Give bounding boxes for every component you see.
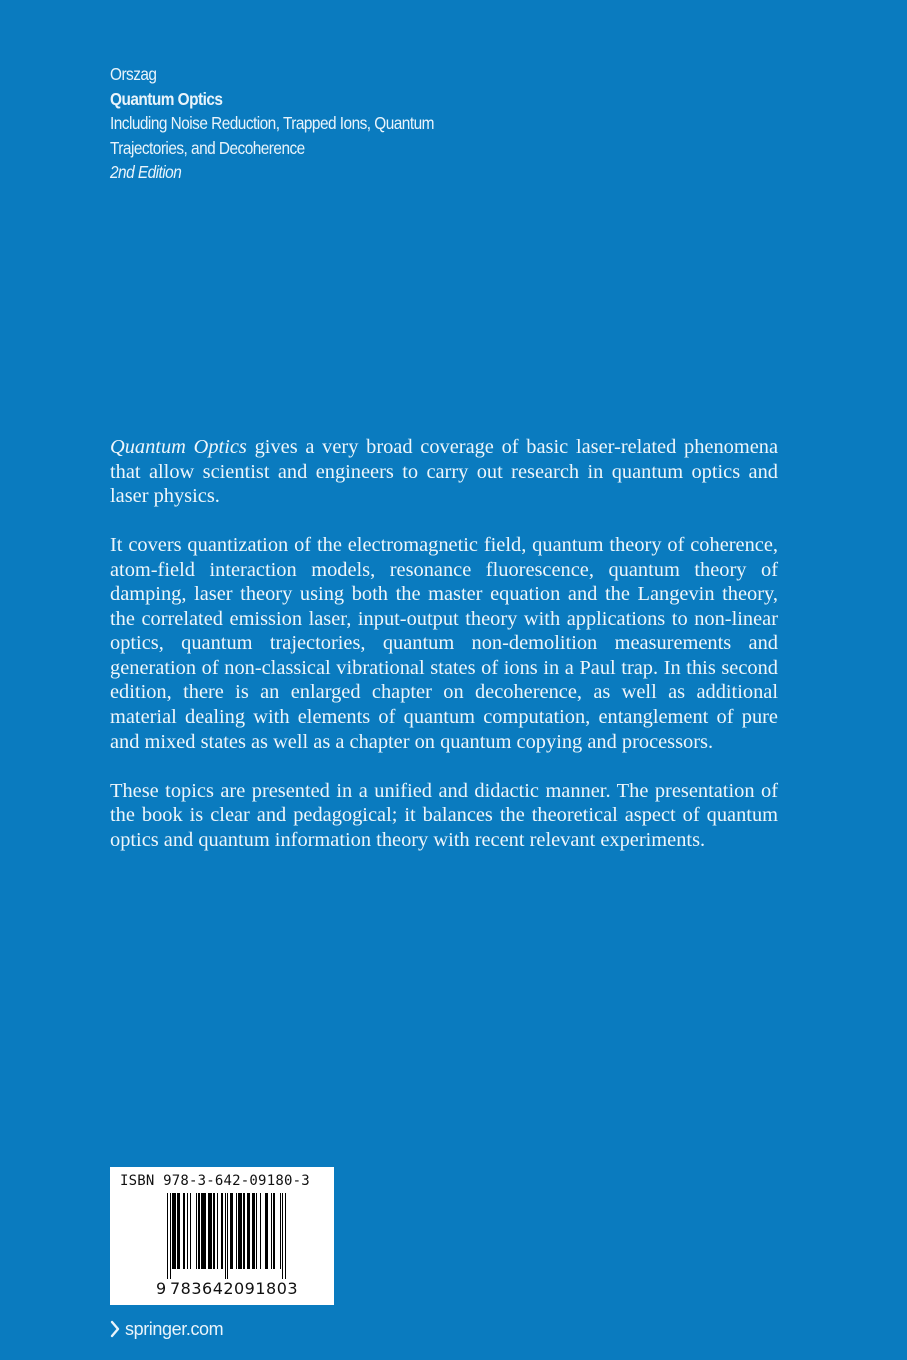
publisher-url: springer.com <box>125 1319 224 1339</box>
ean-first-digit: 9 <box>156 1279 167 1298</box>
chevron-right-icon <box>110 1320 120 1338</box>
isbn-label: ISBN 978-3-642-09180-3 <box>120 1173 310 1189</box>
book-subtitle-line-2: Trajectories, and Decoherence <box>110 137 305 158</box>
description-paragraph-3: These topics are presented in a unified and didactic manner. The presentation of the book is clear and pedagogical; it balances the theoretical aspect of quantum optics and quantum information theory with recent relevant experiments. <box>110 779 778 851</box>
book-title: Quantum Optics <box>110 88 223 109</box>
description-paragraph-2: It covers quantization of the electromagnetic field, quantum theory of coherence, atom-field interaction models, resonance fluorescence, quantum theory of damping, laser theory using both the master equation and the Langevin theory, the correlated emission laser, input-output theory with applications to non-linear optics, quantum trajectories, quantum non-demolition measurements and generation of non-classical vibrational states of ions in a Paul trap. In this second edition, there is an enlarged chapter on decoherence, as well as additional material dealing with elements of quantum computation, entanglement of pure and mixed states as well as a chapter on quantum copying and processors. <box>110 534 778 753</box>
isbn-barcode <box>110 1167 334 1305</box>
description-paragraph-1-text: gives a very broad coverage of basic laser-related phenomena that allow scientist and engineers to carry out research in quantum optics and laser physics. <box>110 436 779 508</box>
publisher-link[interactable] <box>110 1318 223 1340</box>
book-subtitle-line-1: Including Noise Reduction, Trapped Ions, Quantum <box>110 113 434 134</box>
description-paragraph-1 <box>110 435 778 509</box>
book-edition: 2nd Edition <box>110 162 182 183</box>
barcode-bars <box>167 1193 286 1279</box>
book-description <box>110 435 778 877</box>
ean-right-group: 091803 <box>234 1279 299 1298</box>
title-emphasis: Quantum Optics <box>110 436 247 458</box>
barcode-bar <box>285 1193 286 1279</box>
ean-left-group: 783642 <box>170 1279 235 1298</box>
author-name: Orszag <box>110 64 157 84</box>
book-header <box>110 62 480 185</box>
